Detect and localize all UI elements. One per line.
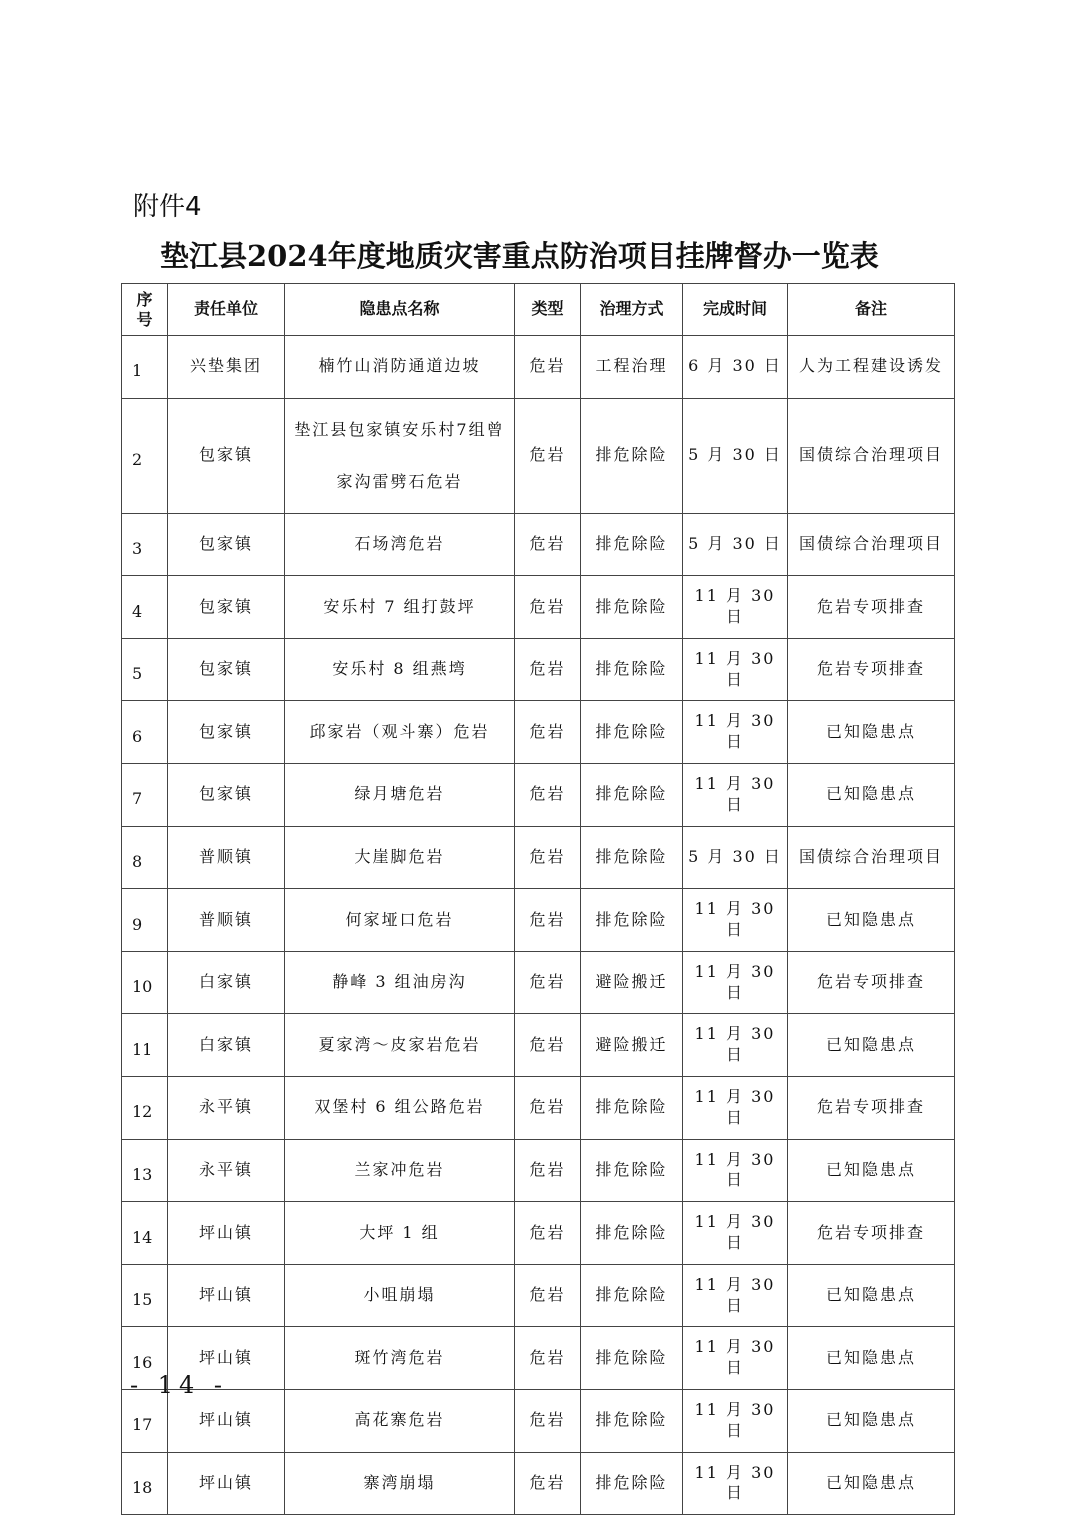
header-seq-bottom: 号 [136,309,153,329]
header-name: 隐患点名称 [285,284,515,336]
cell-note: 已知隐患点 [788,701,955,764]
table-row [122,763,955,826]
header-type: 类型 [515,284,581,336]
cell-unit: 普顺镇 [168,889,285,952]
cell-deadline: 11 月 30 日 [683,1452,788,1515]
cell-deadline: 11 月 30 日 [683,1389,788,1452]
cell-deadline: 11 月 30 日 [683,1139,788,1202]
cell-deadline: 11 月 30 日 [683,1014,788,1077]
cell-note: 危岩专项排查 [788,638,955,701]
cell-unit: 包家镇 [168,763,285,826]
cell-type: 危岩 [515,763,581,826]
cell-unit: 兴垫集团 [168,336,285,399]
cell-note: 已知隐患点 [788,1139,955,1202]
cell-unit: 普顺镇 [168,826,285,889]
cell-unit: 白家镇 [168,951,285,1014]
cell-name: 安乐村 7 组打鼓坪 [285,576,515,639]
cell-name: 何家垭口危岩 [285,889,515,952]
cell-seq: 8 [122,826,168,889]
cell-type: 危岩 [515,576,581,639]
cell-unit: 永平镇 [168,1076,285,1139]
cell-deadline: 6 月 30 日 [683,336,788,399]
cell-note: 国债综合治理项目 [788,513,955,576]
project-table [121,283,955,1515]
table-row [122,951,955,1014]
table-row [122,1264,955,1327]
cell-name: 绿月塘危岩 [285,763,515,826]
table-row [122,513,955,576]
cell-name: 夏家湾～皮家岩危岩 [285,1014,515,1077]
cell-unit: 包家镇 [168,638,285,701]
cell-type: 危岩 [515,638,581,701]
cell-method: 排危除险 [581,1327,683,1390]
cell-type: 危岩 [515,1264,581,1327]
cell-type: 危岩 [515,513,581,576]
header-method: 治理方式 [581,284,683,336]
cell-type: 危岩 [515,1389,581,1452]
cell-name: 大崖脚危岩 [285,826,515,889]
cell-note: 危岩专项排查 [788,576,955,639]
cell-seq: 2 [122,398,168,513]
cell-note: 已知隐患点 [788,1452,955,1515]
cell-name: 邱家岩（观斗寨）危岩 [285,701,515,764]
cell-type: 危岩 [515,398,581,513]
cell-method: 避险搬迁 [581,951,683,1014]
table-row [122,1076,955,1139]
cell-method: 排危除险 [581,826,683,889]
cell-unit: 坪山镇 [168,1264,285,1327]
cell-deadline: 11 月 30 日 [683,951,788,1014]
cell-deadline: 11 月 30 日 [683,1327,788,1390]
cell-deadline: 11 月 30 日 [683,1202,788,1265]
cell-unit: 包家镇 [168,701,285,764]
cell-seq: 13 [122,1139,168,1202]
cell-seq: 10 [122,951,168,1014]
cell-deadline: 5 月 30 日 [683,826,788,889]
cell-unit: 坪山镇 [168,1202,285,1265]
cell-name: 双堡村 6 组公路危岩 [285,1076,515,1139]
cell-note: 国债综合治理项目 [788,398,955,513]
cell-method: 工程治理 [581,336,683,399]
cell-name [285,398,515,513]
cell-method: 排危除险 [581,1202,683,1265]
cell-seq: 11 [122,1014,168,1077]
cell-type: 危岩 [515,1327,581,1390]
cell-method: 排危除险 [581,398,683,513]
cell-seq: 4 [122,576,168,639]
table-row [122,1139,955,1202]
cell-seq: 12 [122,1076,168,1139]
cell-method: 排危除险 [581,701,683,764]
cell-seq: 7 [122,763,168,826]
cell-method: 排危除险 [581,889,683,952]
cell-name: 寨湾崩塌 [285,1452,515,1515]
header-note: 备注 [788,284,955,336]
cell-name: 斑竹湾危岩 [285,1327,515,1390]
cell-name-line1: 垫江县包家镇安乐村7组曾 [294,419,505,439]
cell-unit: 包家镇 [168,398,285,513]
cell-note: 已知隐患点 [788,1264,955,1327]
cell-type: 危岩 [515,336,581,399]
cell-method: 排危除险 [581,513,683,576]
cell-unit: 永平镇 [168,1139,285,1202]
header-unit: 责任单位 [168,284,285,336]
cell-unit: 坪山镇 [168,1327,285,1390]
cell-note: 危岩专项排查 [788,1076,955,1139]
cell-seq: 9 [122,889,168,952]
cell-name: 安乐村 8 组燕塆 [285,638,515,701]
table-row [122,701,955,764]
table-row [122,576,955,639]
cell-deadline: 5 月 30 日 [683,398,788,513]
cell-name: 兰家冲危岩 [285,1139,515,1202]
cell-seq: 16 [122,1327,168,1390]
table-header-row [122,284,955,336]
cell-type: 危岩 [515,1076,581,1139]
table-row [122,1014,955,1077]
cell-name: 静峰 3 组油房沟 [285,951,515,1014]
table-row [122,1202,955,1265]
cell-type: 危岩 [515,826,581,889]
cell-type: 危岩 [515,701,581,764]
cell-seq: 14 [122,1202,168,1265]
cell-note: 已知隐患点 [788,889,955,952]
cell-method: 排危除险 [581,638,683,701]
table-row [122,1452,955,1515]
table-row [122,336,955,399]
table-row [122,889,955,952]
cell-unit: 包家镇 [168,576,285,639]
cell-deadline: 11 月 30 日 [683,1076,788,1139]
cell-note: 国债综合治理项目 [788,826,955,889]
table-row [122,1327,955,1390]
cell-seq: 18 [122,1452,168,1515]
cell-seq: 17 [122,1389,168,1452]
cell-note: 已知隐患点 [788,763,955,826]
header-seq [122,284,168,336]
cell-method: 排危除险 [581,1389,683,1452]
cell-name: 石场湾危岩 [285,513,515,576]
cell-method: 避险搬迁 [581,1014,683,1077]
cell-note: 已知隐患点 [788,1014,955,1077]
attachment-label: 附件4 [133,192,202,222]
cell-seq: 3 [122,513,168,576]
cell-method: 排危除险 [581,1139,683,1202]
table-row [122,826,955,889]
cell-seq: 5 [122,638,168,701]
cell-type: 危岩 [515,1202,581,1265]
cell-method: 排危除险 [581,576,683,639]
cell-name-line2: 家沟雷劈石危岩 [336,471,463,491]
cell-note: 人为工程建设诱发 [788,336,955,399]
cell-method: 排危除险 [581,763,683,826]
cell-unit: 坪山镇 [168,1452,285,1515]
cell-method: 排危除险 [581,1076,683,1139]
cell-note: 已知隐患点 [788,1389,955,1452]
cell-note: 危岩专项排查 [788,951,955,1014]
cell-deadline: 11 月 30 日 [683,889,788,952]
document-title: 垫江县2024年度地质灾害重点防治项目挂牌督办一览表 [160,239,879,273]
header-deadline: 完成时间 [683,284,788,336]
cell-type: 危岩 [515,1452,581,1515]
cell-seq: 1 [122,336,168,399]
cell-name: 楠竹山消防通道边坡 [285,336,515,399]
cell-deadline: 11 月 30 日 [683,638,788,701]
cell-deadline: 5 月 30 日 [683,513,788,576]
cell-unit: 白家镇 [168,1014,285,1077]
cell-unit: 包家镇 [168,513,285,576]
cell-deadline: 11 月 30 日 [683,763,788,826]
cell-type: 危岩 [515,1139,581,1202]
cell-seq: 15 [122,1264,168,1327]
cell-name: 大坪 1 组 [285,1202,515,1265]
cell-type: 危岩 [515,951,581,1014]
cell-type: 危岩 [515,889,581,952]
cell-seq: 6 [122,701,168,764]
cell-method: 排危除险 [581,1264,683,1327]
table-row [122,638,955,701]
cell-name: 小咀崩塌 [285,1264,515,1327]
cell-deadline: 11 月 30 日 [683,701,788,764]
cell-method: 排危除险 [581,1452,683,1515]
table-row [122,398,955,513]
page-number: - 14 - [130,1371,229,1399]
table-row [122,1389,955,1452]
cell-deadline: 11 月 30 日 [683,1264,788,1327]
cell-name: 高花寨危岩 [285,1389,515,1452]
cell-type: 危岩 [515,1014,581,1077]
header-seq-top: 序 [136,289,153,309]
cell-note: 已知隐患点 [788,1327,955,1390]
cell-deadline: 11 月 30 日 [683,576,788,639]
cell-unit: 坪山镇 [168,1389,285,1452]
cell-note: 危岩专项排查 [788,1202,955,1265]
